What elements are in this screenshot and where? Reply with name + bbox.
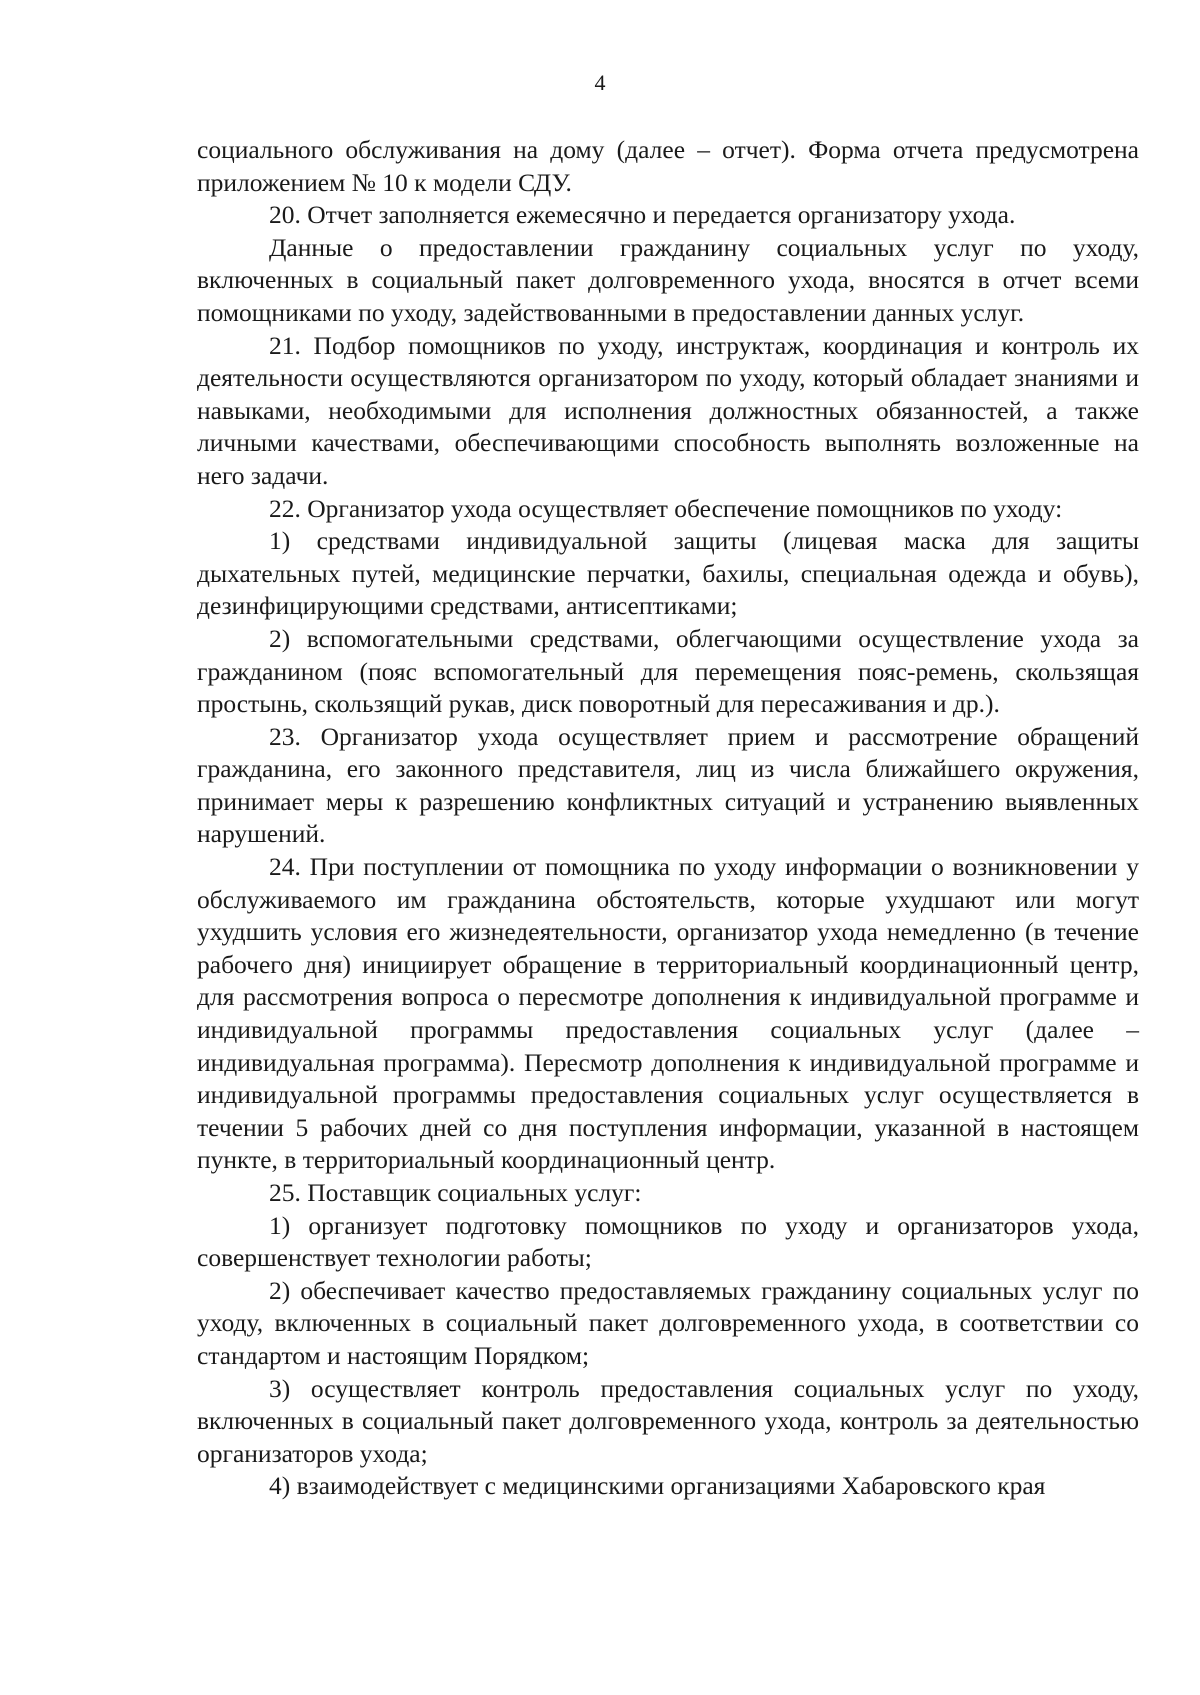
paragraph: 21. Подбор помощников по уходу, инструктаж, координация и контроль их деятельности осуществляются организатором по уходу, который обладает знаниями и навыками, необходимыми для исполнения должностных обязанностей, а также личными качествами, обеспечивающими способность выполнять возложенные на него задачи. (197, 330, 1139, 490)
paragraph: 4) взаимодействует с медицинскими организациями Хабаровского края (269, 1471, 1046, 1501)
paragraph: 24. При поступлении от помощника по уходу информации о возникновении у обслуживаемого им гражданина обстоятельств, которые ухудшают или могут ухудшить условия его жизнедеятельности, организатор ухода немедленно (в течение рабочего дня) инициирует обращение в территориальный координационный центр, для рассмотрения вопроса о пересмотре дополнения к индивидуальной программе и индивидуальной программы предоставления социальных услуг (далее – индивидуальная программа). Пересмотр дополнения к индивидуальной программе и индивидуальной программы предоставления социальных услуг осуществляется в течении 5 рабочих дней со дня поступления информации, указанной в настоящем пункте, в территориальный координационный центр. (197, 852, 1139, 1175)
paragraph: 3) осуществляет контроль предоставления социальных услуг по уходу, включенных в социальный пакет долговременного ухода, контроль за деятельностью организаторов ухода; (197, 1373, 1139, 1468)
paragraph: 1) организует подготовку помощников по уходу и организаторов ухода, совершенствует технологии работы; (197, 1210, 1139, 1273)
paragraph: 2) обеспечивает качество предоставляемых гражданину социальных услуг по уходу, включенных в социальный пакет долговременного ухода, в соответствии со стандартом и настоящим Порядком; (197, 1275, 1139, 1370)
paragraph: 20. Отчет заполняется ежемесячно и передается организатору ухода. (269, 200, 1016, 230)
paragraph: 2) вспомогательными средствами, облегчающими осуществление ухода за гражданином (пояс вспомогательный для перемещения пояс-ремень, скользящая простынь, скользящий рукав, диск поворотный для пересаживания и др.). (197, 623, 1139, 719)
paragraph: 1) средствами индивидуальной защиты (лицевая маска для защиты дыхательных путей, медицинские перчатки, бахилы, специальная одежда и обувь), дезинфицирующими средствами, антисептиками; (197, 526, 1139, 621)
paragraph: 22. Организатор ухода осуществляет обеспечение помощников по уходу: (269, 493, 1063, 523)
paragraph: социального обслуживания на дому (далее – отчет). Форма отчета предусмотрена приложением № 10 к модели СДУ. (197, 135, 1139, 197)
paragraph: 25. Поставщик социальных услуг: (269, 1178, 642, 1207)
paragraph: Данные о предоставлении гражданину социальных услуг по уходу, включенных в социальный пакет долговременного ухода, вносятся в отчет всеми помощниками по уходу, задействованными в предоставлении данных услуг. (197, 232, 1139, 327)
document-body (197, 134, 1139, 1503)
paragraph: 23. Организатор ухода осуществляет прием и рассмотрение обращений гражданина, его законного представителя, лиц из числа ближайшего окружения, принимает меры к разрешению конфликтных ситуаций и устранению выявленных нарушений. (197, 721, 1139, 849)
page-number: 4 (594, 70, 606, 95)
